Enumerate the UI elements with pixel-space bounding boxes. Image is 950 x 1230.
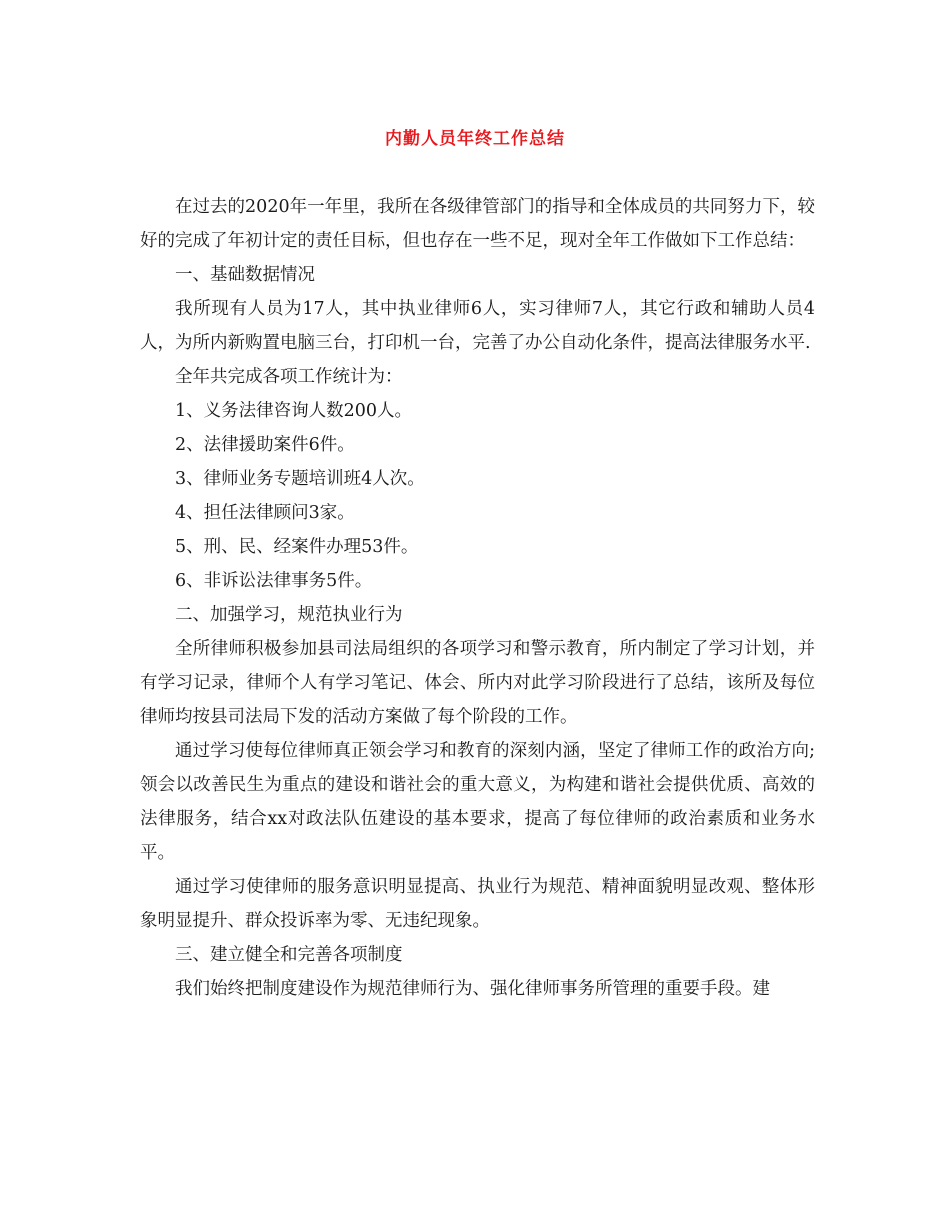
paragraph-study-3: 通过学习使律师的服务意识明显提高、执业行为规范、精神面貌明显改观、整体形象明显提升、群众投诉率为零、无违纪现象。 (140, 877, 815, 931)
list-item: 6、非诉讼法律事务5件。 (175, 571, 373, 591)
paragraph-systems: 我们始终把制度建设作为规范律师行为、强化律师事务所管理的重要手段。建 (175, 979, 770, 999)
paragraph-stats-intro: 全年共完成各项工作统计为： (175, 367, 403, 387)
document-title: 内勤人员年终工作总结 (385, 129, 565, 149)
paragraph-study-2: 通过学习使每位律师真正领会学习和教育的深刻内涵，坚定了律师工作的政治方向;领会以改善民生为重点的建设和谐社会的重大意义，为构建和谐社会提供优质、高效的法律服务，结合xx对政法队伍建设的基本要求，提高了每位律师的政治素质和业务水平。 (140, 741, 815, 863)
list-item: 3、律师业务专题培训班4人次。 (175, 469, 425, 489)
heading-basic-data: 一、基础数据情况 (175, 265, 315, 285)
list-item: 2、法律援助案件6件。 (175, 435, 355, 455)
paragraph-staff: 我所现有人员为17人，其中执业律师6人，实习律师7人，其它行政和辅助人员4人，为所内新购置电脑三台，打印机一台，完善了办公自动化条件，提高法律服务水平. (140, 299, 815, 353)
list-item: 5、刑、民、经案件办理53件。 (175, 537, 419, 557)
heading-study: 二、加强学习，规范执业行为 (175, 605, 403, 625)
list-item: 4、担任法律顾问3家。 (175, 503, 355, 523)
list-item: 1、义务法律咨询人数200人。 (175, 401, 413, 421)
document-body (140, 190, 815, 1006)
paragraph-study-1: 全所律师积极参加县司法局组织的各项学习和警示教育，所内制定了学习计划，并有学习记录，律师个人有学习笔记、体会、所内对此学习阶段进行了总结，该所及每位律师均按县司法局下发的活动方案做了每个阶段的工作。 (140, 639, 815, 727)
heading-systems: 三、建立健全和完善各项制度 (175, 945, 403, 965)
paragraph-intro: 在过去的2020年一年里，我所在各级律管部门的指导和全体成员的共同努力下，较好的完成了年初计定的责任目标，但也存在一些不足，现对全年工作做如下工作总结： (140, 197, 815, 251)
